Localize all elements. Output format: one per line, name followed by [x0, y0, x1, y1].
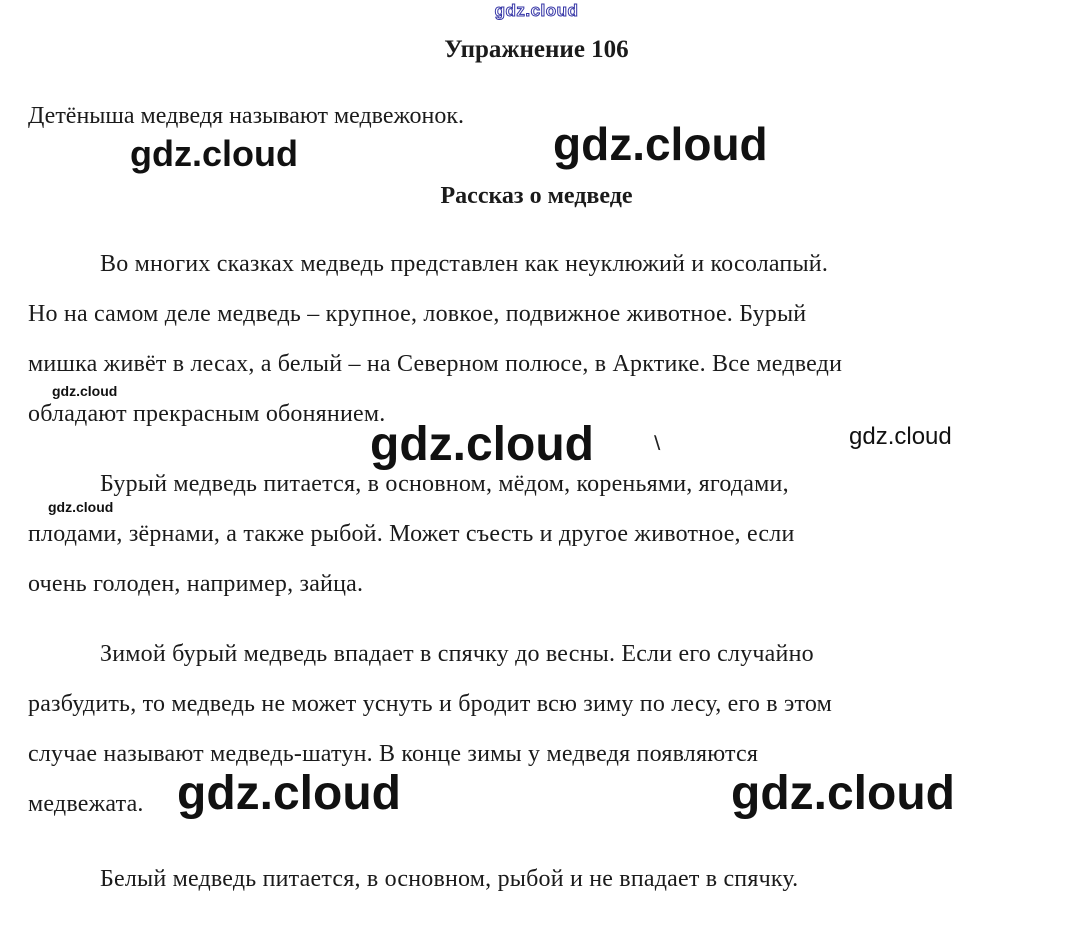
text-line: случае называют медведь-шатун. В конце зимы у медведя появляются — [28, 741, 759, 767]
watermark-medium-left: gdz.cloud — [130, 133, 298, 174]
paragraph-2 — [28, 459, 1053, 609]
text-line: Бурый медведь питается, в основном, мёдом, кореньями, ягодами, — [100, 471, 789, 497]
watermark-small-left-1: gdz.cloud — [52, 383, 118, 399]
text-line: обладают прекрасным обонянием. — [28, 401, 386, 427]
paragraph-1 — [28, 239, 1053, 439]
answer-line: Детёныша медведя называют медвежонок. — [28, 103, 465, 129]
paragraph-3 — [28, 629, 1053, 829]
text-line: медвежата. — [28, 791, 144, 817]
text-line: Во многих сказках медведь представлен как неуклюжий и косолапый. — [100, 251, 829, 277]
story-heading: Рассказ о медведе — [440, 183, 633, 209]
watermark-large-center: gdz.cloud — [370, 418, 594, 471]
paragraph-4 — [28, 854, 1053, 904]
text-line: мишка живёт в лесах, а белый – на Северном полюсе, в Арктике. Все медведи — [28, 351, 843, 377]
text-line: Зимой бурый медведь впадает в спячку до весны. Если его случайно — [100, 641, 814, 667]
watermark-outline-top: gdz.cloud — [494, 1, 579, 20]
watermark-large-bottom-left: gdz.cloud — [177, 767, 401, 820]
text-line: разбудить, то медведь не может уснуть и бродит всю зиму по лесу, его в этом — [28, 691, 833, 717]
text-line: Но на самом деле медведь – крупное, ловкое, подвижное животное. Бурый — [28, 301, 807, 327]
text-line: очень голоден, например, зайца. — [28, 571, 364, 597]
watermark-small-left-2: gdz.cloud — [48, 499, 114, 515]
scan-artifact-mark: \ — [650, 432, 664, 454]
text-line: плодами, зёрнами, а также рыбой. Может съесть и другое животное, если — [28, 521, 795, 547]
watermark-regular-right: gdz.cloud — [849, 423, 952, 450]
watermark-large-bottom-right: gdz.cloud — [731, 767, 955, 820]
watermark-large-top-center: gdz.cloud — [553, 118, 768, 170]
exercise-title: Упражнение 106 — [444, 36, 629, 63]
text-line: Белый медведь питается, в основном, рыбой и не впадает в спячку. — [100, 866, 799, 892]
